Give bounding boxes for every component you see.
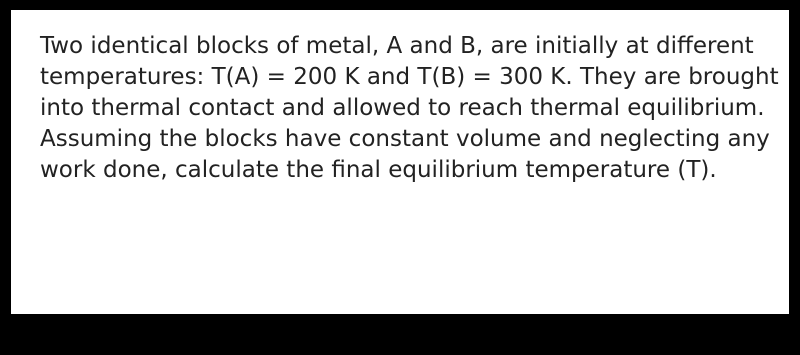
question-line: Assuming the blocks have constant volume and neglecting any <box>40 126 770 152</box>
question-text <box>40 31 785 186</box>
question-line: Two identical blocks of metal, A and B, are initially at different <box>40 33 754 59</box>
question-line: into thermal contact and allowed to reach thermal equilibrium. <box>40 95 765 121</box>
question-line: work done, calculate the final equilibrium temperature (T). <box>40 157 717 183</box>
question-line: temperatures: T(A) = 200 K and T(B) = 300 K. They are brought <box>40 64 779 90</box>
question-card <box>11 10 789 314</box>
